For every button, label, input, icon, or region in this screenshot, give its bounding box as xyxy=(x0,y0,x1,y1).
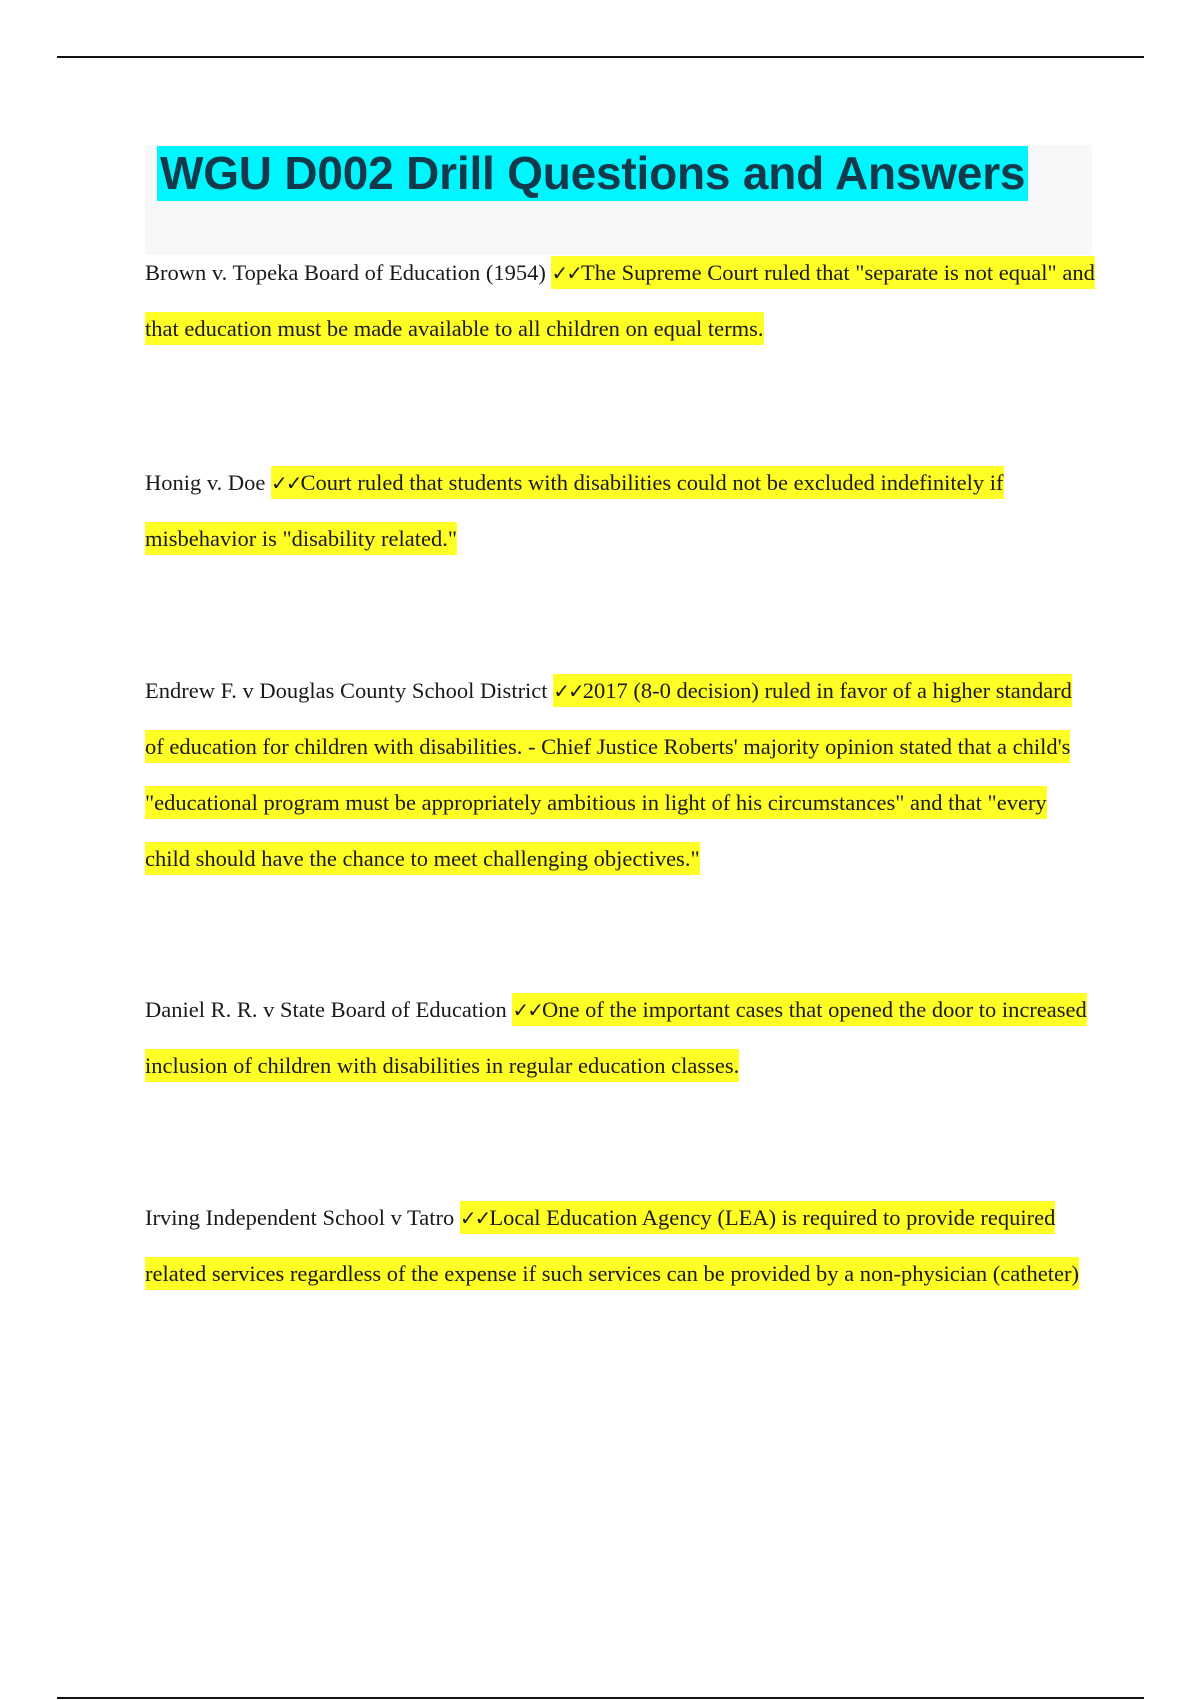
double-check-icon: ✓✓ xyxy=(459,1206,490,1230)
top-rule xyxy=(57,56,1144,58)
answer-body: Local Education Agency (LEA) is required to provide required related services regardless of the expense if such services can be provided by a non-physician (catheter) xyxy=(145,1205,1079,1286)
answer-body: Court ruled that students with disabilities could not be excluded indefinitely if misbehavior is "disability related." xyxy=(145,470,1004,551)
qa-entry xyxy=(145,982,1095,1094)
qa-entry xyxy=(145,245,1095,357)
double-check-icon: ✓✓ xyxy=(512,998,542,1022)
double-check-icon: ✓✓ xyxy=(271,471,301,495)
qa-entry xyxy=(145,1190,1095,1302)
bottom-rule xyxy=(57,1697,1144,1699)
double-check-icon: ✓✓ xyxy=(553,679,583,703)
document-title: WGU D002 Drill Questions and Answers xyxy=(157,146,1028,201)
qa-entry xyxy=(145,663,1095,887)
question-term: Irving Independent School v Tatro xyxy=(145,1205,455,1230)
question-term: Daniel R. R. v State Board of Education xyxy=(145,997,507,1022)
question-term: Honig v. Doe xyxy=(145,470,266,495)
answer-body: 2017 (8-0 decision) ruled in favor of a higher standard of education for children with disabilities. - Chief Justice Roberts' majority opinion stated that a child's "educational program must be appropriately ambitious in light of his circumstances" and that "every child should have the chance to meet challenging objectives." xyxy=(145,678,1072,871)
question-term: Brown v. Topeka Board of Education (1954) xyxy=(145,260,546,285)
question-term: Endrew F. v Douglas County School District xyxy=(145,678,548,703)
answer-body: The Supreme Court ruled that "separate is not equal" and that education must be made available to all children on equal terms. xyxy=(145,260,1095,341)
answer-text xyxy=(145,674,1072,875)
answer-body: One of the important cases that opened the door to increased inclusion of children with disabilities in regular education classes. xyxy=(145,997,1087,1078)
answer-text xyxy=(145,466,1004,555)
double-check-icon: ✓✓ xyxy=(551,261,581,285)
qa-entry xyxy=(145,455,1095,567)
